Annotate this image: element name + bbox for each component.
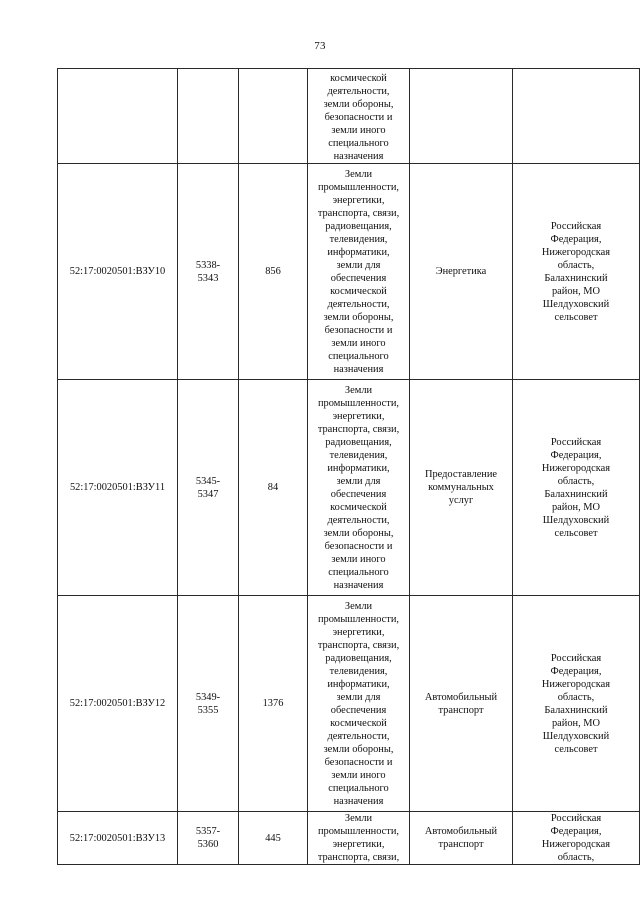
cell-line: радиовещания, xyxy=(325,652,392,664)
cell-text: 52:17:0020501:ВЗУ12 xyxy=(69,698,166,709)
permitted-use-cell xyxy=(410,164,513,380)
cell-line: Федерация, xyxy=(550,233,602,245)
area-cell xyxy=(239,164,308,380)
cell-line: деятельности, xyxy=(327,730,390,742)
cell-line: транспорт xyxy=(438,839,484,850)
cell-text: 52:17:0020501:ВЗУ13 xyxy=(69,832,166,844)
cell-line: космической xyxy=(330,717,387,729)
cell-line: район, МО xyxy=(551,501,601,513)
cell-line: Шелдуховский xyxy=(542,298,610,310)
cell-line: энергетики, xyxy=(332,839,385,850)
cell-line: земли для xyxy=(336,259,381,271)
cell-line: коммунальных xyxy=(428,482,494,493)
permitted-use-cell xyxy=(410,596,513,812)
boundary-points-cell xyxy=(178,380,239,596)
cell-line: обеспечения xyxy=(330,272,387,284)
cell-line: назначения xyxy=(333,579,384,591)
cell-line: Земли xyxy=(344,168,373,180)
cell-line: информатики, xyxy=(327,246,390,258)
cell-line: обеспечения xyxy=(330,704,387,716)
cell-line: промышленности, xyxy=(318,826,399,837)
cell-line: Балахнинский xyxy=(544,704,608,716)
cell-line: специального xyxy=(328,350,389,362)
cell-line: 5355 xyxy=(197,704,219,716)
cell-line: 5360 xyxy=(197,839,219,850)
area-cell xyxy=(239,812,308,865)
cell-line: 5357- xyxy=(195,826,221,837)
cell-line: земли иного xyxy=(331,337,386,349)
cell-text: 1376 xyxy=(262,698,284,709)
cell-line: сельсовет xyxy=(554,311,598,323)
cell-line: земли обороны, xyxy=(323,311,394,323)
cell-line: область, xyxy=(557,691,595,703)
cell-line: 5347 xyxy=(197,488,219,500)
cadastral-id-cell xyxy=(58,812,178,865)
table-row xyxy=(58,380,640,596)
cadastral-id-cell xyxy=(58,596,178,812)
cell-line: Автомобильный xyxy=(424,826,498,837)
cell-line: назначения xyxy=(333,795,384,807)
cell-line: информатики, xyxy=(327,678,390,690)
cell-line: земли обороны, xyxy=(323,743,394,755)
cell-line: транспорта, связи, xyxy=(317,423,400,435)
cell-line: назначения xyxy=(333,363,384,375)
area-cell xyxy=(239,380,308,596)
cell-line: радиовещания, xyxy=(325,220,392,232)
cell-line: транспорт xyxy=(438,704,484,716)
cell-line: деятельности, xyxy=(327,298,390,310)
location-cell xyxy=(513,69,640,164)
cell-line: 5343 xyxy=(197,272,219,284)
cell-line: Предоставление xyxy=(424,469,498,480)
cell-line: Федерация, xyxy=(550,449,602,461)
cell-text: 52:17:0020501:ВЗУ10 xyxy=(69,266,166,277)
cell-line: 5349- xyxy=(195,691,221,703)
cell-line: земли для xyxy=(336,475,381,487)
cell-line: Шелдуховский xyxy=(542,730,610,742)
cell-line: безопасности и xyxy=(324,756,393,768)
cell-line: специального xyxy=(328,782,389,794)
cell-line: Шелдуховский xyxy=(542,514,610,526)
cell-line: земли иного xyxy=(331,125,386,136)
cell-line: Энергетика xyxy=(435,266,487,277)
land-category-cell xyxy=(308,812,410,865)
location-cell xyxy=(513,596,640,812)
boundary-points-cell xyxy=(178,812,239,865)
page-number: 73 xyxy=(314,40,326,52)
cell-line: 5338- xyxy=(195,259,221,271)
table-row xyxy=(58,164,640,380)
cell-line: Российская xyxy=(550,652,602,664)
table-row xyxy=(58,596,640,812)
permitted-use-cell xyxy=(410,69,513,164)
cell-line: энергетики, xyxy=(332,626,385,638)
cell-text: 84 xyxy=(267,482,279,493)
cell-line: Нижегородская xyxy=(541,462,611,474)
cell-line: Автомобильный xyxy=(424,691,498,703)
land-category-cell xyxy=(308,596,410,812)
cell-line: Нижегородская xyxy=(541,839,611,850)
cell-line: район, МО xyxy=(551,717,601,729)
cell-line: назначения xyxy=(333,151,384,162)
cell-line: промышленности, xyxy=(318,181,399,193)
cell-line: Российская xyxy=(550,813,602,824)
location-cell xyxy=(513,380,640,596)
cell-line: земли обороны, xyxy=(323,527,394,539)
cell-text: 445 xyxy=(265,832,281,844)
cell-line: земли иного xyxy=(331,553,386,565)
cadastral-id-cell xyxy=(58,164,178,380)
boundary-points-cell xyxy=(178,164,239,380)
cell-line: космической xyxy=(330,285,387,297)
cell-line: специального xyxy=(328,566,389,578)
cell-line: транспорта, связи, xyxy=(317,852,400,863)
land-category-cell xyxy=(308,164,410,380)
cell-line: сельсовет xyxy=(554,743,598,755)
cell-line: Земли xyxy=(344,813,373,824)
cell-line: Российская xyxy=(550,220,602,232)
cell-line: безопасности и xyxy=(324,112,393,123)
cell-line: Балахнинский xyxy=(544,272,608,284)
cell-line: телевидения, xyxy=(329,233,388,245)
cell-line: Нижегородская xyxy=(541,678,611,690)
cell-line: деятельности, xyxy=(327,86,390,97)
cell-line: космической xyxy=(330,501,387,513)
cell-line: Земли xyxy=(344,384,373,396)
table-row xyxy=(58,69,640,164)
land-plots-table xyxy=(57,68,640,865)
cell-line: специального xyxy=(328,138,389,149)
cell-line: транспорта, связи, xyxy=(317,639,400,651)
cell-line: Федерация, xyxy=(550,665,602,677)
cell-line: земли для xyxy=(336,691,381,703)
permitted-use-cell xyxy=(410,812,513,865)
cell-line: энергетики, xyxy=(332,194,385,206)
cell-line: энергетики, xyxy=(332,410,385,422)
cell-line: деятельности, xyxy=(327,514,390,526)
cell-line: район, МО xyxy=(551,285,601,297)
cell-text: 52:17:0020501:ВЗУ11 xyxy=(69,482,166,493)
cell-text: 856 xyxy=(265,266,281,277)
location-cell xyxy=(513,164,640,380)
cell-line: обеспечения xyxy=(330,488,387,500)
boundary-points-cell xyxy=(178,69,239,164)
area-cell xyxy=(239,596,308,812)
cell-line: безопасности и xyxy=(324,324,393,336)
cell-line: область, xyxy=(557,475,595,487)
cell-line: безопасности и xyxy=(324,540,393,552)
land-category-cell xyxy=(308,380,410,596)
cell-line: услуг xyxy=(448,495,474,506)
cadastral-id-cell xyxy=(58,380,178,596)
cell-line: Нижегородская xyxy=(541,246,611,258)
cell-line: Российская xyxy=(550,436,602,448)
cell-line: Балахнинский xyxy=(544,488,608,500)
cell-line: земли обороны, xyxy=(323,99,394,110)
boundary-points-cell xyxy=(178,596,239,812)
cell-line: сельсовет xyxy=(554,527,598,539)
table-row xyxy=(58,812,640,865)
permitted-use-cell xyxy=(410,380,513,596)
cell-line: радиовещания, xyxy=(325,436,392,448)
cell-line: информатики, xyxy=(327,462,390,474)
cell-line: космической xyxy=(330,73,387,84)
cell-line: 5345- xyxy=(195,475,221,487)
cell-line: транспорта, связи, xyxy=(317,207,400,219)
land-category-cell xyxy=(308,69,410,164)
cell-line: Земли xyxy=(344,600,373,612)
cell-line: земли иного xyxy=(331,769,386,781)
cadastral-id-cell xyxy=(58,69,178,164)
cell-line: телевидения, xyxy=(329,449,388,461)
cell-line: область, xyxy=(557,852,595,863)
area-cell xyxy=(239,69,308,164)
cell-line: промышленности, xyxy=(318,397,399,409)
cell-line: телевидения, xyxy=(329,665,388,677)
cell-line: промышленности, xyxy=(318,613,399,625)
cell-line: Федерация, xyxy=(550,826,602,837)
cell-line: область, xyxy=(557,259,595,271)
location-cell xyxy=(513,812,640,865)
